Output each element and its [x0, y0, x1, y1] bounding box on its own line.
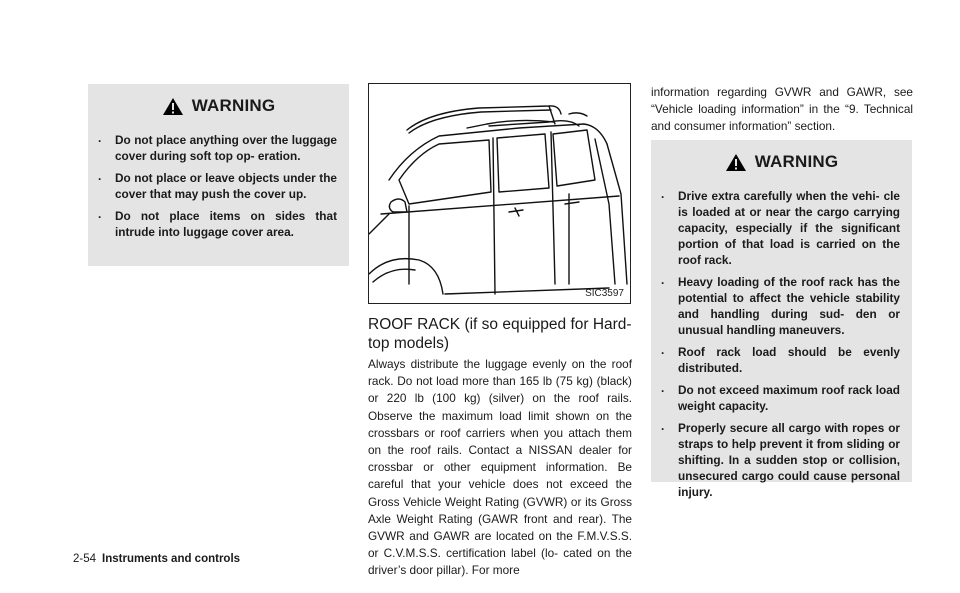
right-warning-item: . Drive extra carefully when the vehi- cle is loaded at or near the cargo carrying capacity, especially if the significant portion of that load is carried on the roof rack.: [653, 188, 900, 268]
left-warning-item: . Do not place anything over the luggage cover during soft top op- eration.: [90, 132, 337, 164]
right-warning-item: . Roof rack load should be evenly distributed.: [653, 344, 900, 376]
right-warning-item: . Do not exceed maximum roof rack load weight capacity.: [653, 382, 900, 414]
footer-title: Instruments and controls: [102, 553, 241, 565]
roof-rack-figure: [368, 83, 631, 304]
left-warning-item: . Do not place items on sides that intrude into luggage cover area.: [90, 208, 337, 240]
section-title: ROOF RACK (if so equipped for Hard- top models): [368, 316, 632, 352]
left-warning-header: [88, 96, 349, 116]
left-warning-list: [90, 132, 337, 240]
right-warning-header: [651, 152, 912, 172]
roof-rack-body: Always distribute the luggage evenly on the roof rack. Do not load more than 165 lb (75 kg) (black) or 220 lb (100 kg) (silver) on the roof rails. Observe the maximum load limit shown on the crossbars or roof carriers when you attach them on the roof rails. Contact a NISSAN dealer for crossbar or other equipment information. Be careful that your vehicle does not exceed the Gross Vehicle Weight Rating (GVWR) or its Gross Axle Weight Rating (GAWR front and rear). The GVWR and GAWR are located on the F.M.V.S.S. or C.V.M.S.S. certification label (lo- cated on the driver’s door pillar). For more: [368, 357, 632, 578]
warning-triangle-icon: [162, 97, 184, 116]
page-number: 2-54: [73, 553, 97, 565]
left-warning-title: WARNING: [191, 96, 276, 115]
right-warning-item: . Properly secure all cargo with ropes or straps to help prevent it from sliding or shifting. In a sudden stop or collision, unsecured cargo could cause personal injury.: [653, 420, 900, 500]
right-warning-list: [653, 188, 900, 500]
left-warning-item: . Do not place or leave objects under the cover that may push the cover up.: [90, 170, 337, 202]
right-warning-item: . Heavy loading of the roof rack has the potential to affect the vehicle stability and handling during sud- den or unusual handling maneuvers.: [653, 274, 900, 338]
continuation-body: information regarding GVWR and GAWR, see “Vehicle loading information” in the “9. Technical and consumer information” section.: [651, 85, 913, 134]
warning-triangle-icon: [725, 153, 747, 172]
right-warning-box: [651, 140, 912, 499]
page-footer: [73, 553, 240, 565]
left-warning-box: [88, 84, 349, 266]
car-roof-rack-illustration: [369, 84, 630, 303]
right-warning-title: WARNING: [754, 152, 839, 171]
figure-id: SIC3597: [585, 288, 624, 299]
